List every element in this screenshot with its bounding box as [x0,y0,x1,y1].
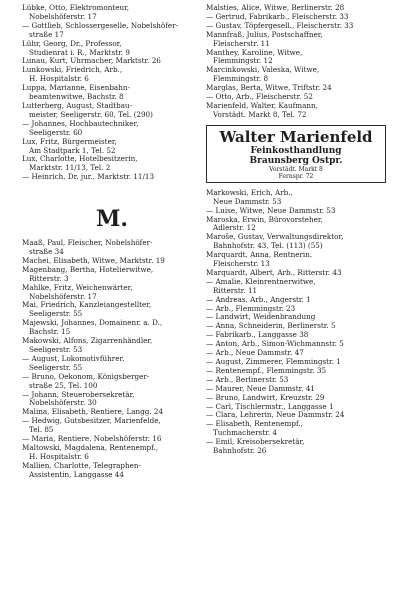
entry-line: Lübke, Otto, Elektromonteur, [22,4,130,12]
entry-continuation: Tuchmacherstr. 4 [213,429,277,438]
entry-line: — August, Lokomotivführer, [22,354,125,363]
entry-line: — Luise, Witwe, Neue Dammstr. 53 [206,206,336,215]
entry-line: — Otto, Arb., Fleischerstr. 52 [206,93,313,102]
entry-line: — August, Zimmerer, Flemmingstr. 1 [206,358,341,366]
entry-line: Marcinkowski, Valeska, Witwe, [206,66,320,75]
entry-line: — Arb., Neue Dammstr. 47 [206,349,304,358]
entry-line: — Johannes, Hochbautechniker, [22,119,139,128]
entry-continuation: straße 25, Tel. 100 [29,381,98,390]
entry-line: — Gottlieb, Schlossergeselle, Nobelshöfer- [22,21,179,30]
directory-entry [206,394,386,403]
entry-line: — Elisabeth, Rentenempf., [206,420,303,429]
directory-entry [206,31,386,49]
entry-line: — Maria, Rentiere, Nobelshöferstr. 16 [22,435,162,444]
entry-line: Makowski, Alfons, Zigarrenhändler, [22,337,153,346]
right-entries-top [206,4,386,120]
entry-continuation: Nobelshöferstr. 30 [29,399,97,408]
entry-line: Marglas, Berta, Witwe, Triftstr. 24 [206,84,332,93]
entry-continuation: straße 17 [29,30,64,39]
directory-entry [206,189,386,207]
directory-entry [22,155,202,173]
directory-entry [206,313,386,322]
advertisement-box [206,125,386,183]
entry-line: — Maurer, Neue Dammstr. 41 [206,384,315,393]
directory-entry [206,66,386,84]
directory-entry [22,22,202,40]
left-column [22,4,202,480]
directory-entry [206,296,386,305]
entry-continuation: Seeligerstr. 55 [29,310,83,319]
left-entries-m [22,239,202,479]
directory-entry [206,22,386,31]
entry-continuation: Am Stadtpark 1, Tel. 52 [29,146,116,155]
directory-entry [22,391,202,409]
directory-entry [206,358,386,367]
entry-line: Lühr, Georg, Dr., Professor, [22,39,122,48]
entry-line: Mai, Friedrich, Kanzleiangestellter, [22,301,152,310]
entry-continuation: meister, Seeligerstr. 60, Tel. (290) [29,110,153,119]
directory-entry [206,93,386,102]
entry-line: — Heinrich, Dr. jur., Marktstr. 11/13 [22,173,155,182]
entry-continuation: Bahnhofstr. 43, Tel. (113) (55) [213,242,323,251]
entry-line: Marquardt, Anna, Rentnerin, [206,251,313,260]
right-column [206,4,386,456]
entry-line: Maroše, Gustav, Verwaltungsdirektor, [206,233,344,242]
entry-line: Marienfeld, Walter, Kaufmann, [206,101,318,110]
directory-entry [206,278,386,296]
directory-entry [22,40,202,58]
directory-entry [22,284,202,302]
entry-line: — Arb., Berlinerstr. 53 [206,375,289,384]
entry-line: — Gustav, Töpfergesell., Fleischerstr. 33 [206,21,354,30]
directory-entry [22,120,202,138]
directory-entry [22,173,202,182]
entry-continuation: Fleischerstr. 11 [213,39,270,48]
directory-entry [206,84,386,93]
entry-line: Machei, Elisabeth, Witwe, Marktstr. 19 [22,256,165,265]
directory-entry [22,84,202,102]
entry-line: — Hedwig, Gutsbesitzer, Marienfelde, [22,417,161,426]
entry-continuation: Nobelshöferstr. 17 [29,292,97,301]
directory-entry [22,57,202,66]
entry-continuation: Nobelshöferstr. 17 [29,12,97,21]
entry-line: — Andreas, Arb., Angerstr. 1 [206,295,311,304]
entry-line: — Anna, Schneiderin, Berlinerstr. 5 [206,322,336,331]
entry-continuation: Studienrat i. R., Marktstr. 9 [29,48,130,57]
entry-line: — Amalie, Kleinrentnerwitwe, [206,277,316,286]
directory-entry [22,435,202,444]
directory-entry [22,301,202,319]
entry-line: Lux, Fritz, Bürgermeister, [22,137,117,146]
entry-line: Malina, Elisabeth, Rentiere, Langg. 24 [22,408,164,417]
directory-entry [206,331,386,340]
entry-line: Malsties, Alice, Witwe, Berlinerstr. 28 [206,4,345,12]
entry-continuation: Assistentin, Langgasse 44 [29,470,124,479]
directory-entry [206,216,386,234]
section-letter-m: M. [95,206,128,233]
entry-line: Lutterberg, August, Stadtbau- [22,101,133,110]
directory-entry [22,355,202,373]
directory-entry [206,13,386,22]
ad-address: Vorstädt. Markt 8 [269,165,323,173]
entry-line: Lux, Charlotte, Hotelbesitzerin, [22,155,138,164]
entry-line: Magenbang, Bertha, Hotelierwitwe, [22,265,154,274]
entry-line: — Carl, Tischlermstr., Langgasse 1 [206,402,334,411]
entry-continuation: Bachstr. 15 [29,328,71,337]
entry-continuation: Vorstädt. Markt 8, Tel. 72 [213,110,307,119]
directory-entry [206,305,386,314]
entry-continuation: Seeligerstr. 53 [29,346,83,354]
entry-continuation: Adlerstr. 12 [213,224,256,233]
entry-continuation: Bahnhofstr. 26 [213,447,267,456]
directory-entry [22,408,202,417]
entry-continuation: Marktstr. 11/13, Tel. 2 [29,164,111,173]
directory-entry [22,444,202,462]
entry-line: — Landwirt, Weidenbrandung [206,313,316,322]
ad-business: Feinkosthandlung [250,145,342,156]
directory-entry [22,373,202,391]
entry-line: Lunau, Kurt, Uhrmacher, Marktstr. 26 [22,57,161,66]
entry-continuation: Ritterstr. 11 [213,286,258,295]
directory-entry [206,411,386,420]
directory-entry [22,462,202,480]
entry-continuation: Fleischerstr. 13 [213,260,270,269]
directory-entry [206,376,386,385]
entry-line: Manthey, Karoline, Witwe, [206,48,303,57]
entry-line: Mallien, Charlotte, Telegraphen- [22,461,141,470]
directory-entry [206,420,386,438]
entry-continuation: Flemmingstr. 12 [213,57,273,66]
entry-line: — Arb., Flemmingstr. 23 [206,304,296,313]
directory-entry [206,438,386,456]
entry-line: — Anton, Arb., Simon-Wichmannstr. 5 [206,340,344,349]
entry-line: — Emil, Kreisobersekretär, [206,438,305,447]
entry-line: — Bruno, Oekonom, Königsberger- [22,372,150,381]
entry-line: Marquardt, Albert, Arb., Ritterstr. 43 [206,268,342,277]
directory-entry [22,319,202,337]
directory-entry [206,4,386,13]
directory-entry [206,251,386,269]
directory-entry [22,138,202,156]
directory-entry [206,102,386,120]
entry-continuation: Neue Dammstr. 53 [213,197,282,206]
entry-line: — Clara, Lehrerin, Neue Dammstr. 24 [206,411,345,420]
directory-entry [206,233,386,251]
entry-line: — Rentenempf., Flemmingstr. 35 [206,366,327,375]
directory-entry [22,4,202,22]
directory-entry [206,367,386,376]
entry-continuation: straße 34 [29,248,64,257]
entry-line: — Gertrud, Fabrikarb., Fleischerstr. 33 [206,12,349,21]
directory-entry [206,322,386,331]
directory-entry [206,349,386,358]
entry-line: — Johann, Steuerobersekretär, [22,390,135,399]
directory-entry [22,102,202,120]
directory-entry [22,266,202,284]
entry-line: — Bruno, Landwirt, Kreuzstr. 29 [206,393,325,402]
left-entries-l [22,4,202,182]
entry-continuation: beamtenwitwe, Bachstr. 8 [29,93,124,102]
entry-line: Maaß, Paul, Fleischer, Nobelshöfer- [22,239,153,248]
entry-continuation: Seeligerstr. 60 [29,128,83,137]
entry-line: — Fabrikarb., Langgasse 38 [206,331,309,340]
directory-entry [22,337,202,355]
ad-phone: Fernspr. 72 [278,172,314,180]
entry-line: Luppa, Marianne, Eisenbahn- [22,84,130,93]
entry-line: Mahlke, Fritz, Weichenwärter, [22,283,133,292]
entry-line: Markowski, Erich, Arb., [206,188,293,197]
right-entries-bottom [206,189,386,456]
entry-continuation: H. Hospitalstr. 6 [29,75,89,84]
entry-line: Maltowski, Magdalena, Rentenempf., [22,443,159,452]
directory-entry [22,417,202,435]
entry-line: Maroska, Erwin, Bürovorsteher, [206,215,323,224]
directory-entry [206,207,386,216]
entry-continuation: Tel. 85 [29,426,54,435]
directory-entry [22,257,202,266]
entry-continuation: H. Hospitalstr. 6 [29,452,89,461]
directory-entry [206,269,386,278]
directory-entry [206,385,386,394]
directory-entry [22,66,202,84]
directory-entry [206,49,386,67]
entry-continuation: Seeligerstr. 55 [29,363,83,372]
entry-line: Mannfraß, Julius, Postschaffner, [206,30,323,39]
entry-continuation: Ritterstr. 3 [29,274,69,283]
entry-line: Lunkowski, Friedrich, Arb., [22,66,123,75]
entry-continuation: Flemmingstr. 8 [213,75,269,84]
ad-name: Walter Marienfeld [219,127,373,146]
directory-entry [206,403,386,412]
ad-city: Braunsberg Ostpr. [249,155,343,166]
directory-entry [22,239,202,257]
entry-line: Majewski, Johannes, Domainenr. a. D., [22,319,163,328]
directory-entry [206,340,386,349]
